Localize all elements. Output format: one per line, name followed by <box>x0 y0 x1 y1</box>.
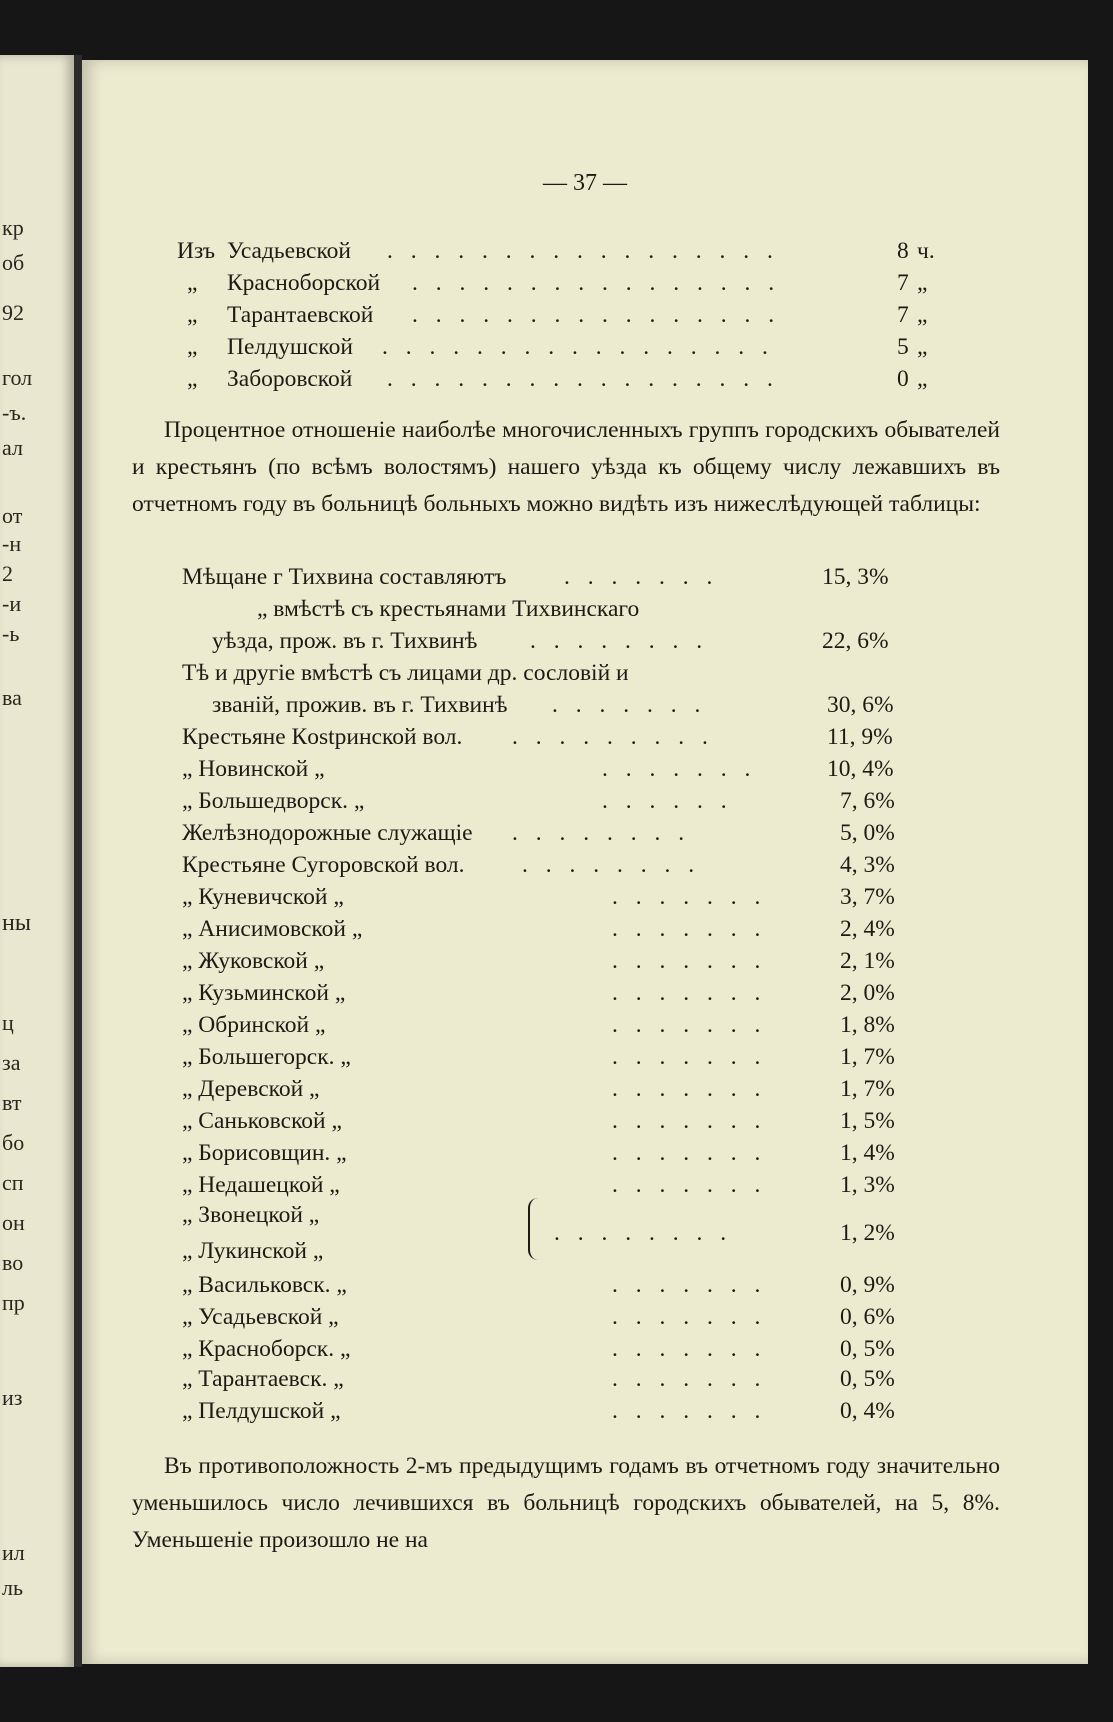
list-item-name: Заборовской <box>227 366 353 392</box>
list-item-prefix: „ <box>187 334 198 360</box>
table-row-label: „ Жуковской „ <box>182 948 325 974</box>
table-row-value: 1, 8% <box>840 1012 895 1038</box>
left-fragment: от <box>2 503 23 528</box>
paragraph <box>132 412 1000 523</box>
table-row-value: 15, 3% <box>822 564 889 590</box>
left-fragment: -и <box>2 591 22 616</box>
table-row-label: „ Обринской „ <box>182 1012 326 1038</box>
list-item-prefix: „ <box>187 270 198 296</box>
table-row-label: „ Куневичской „ <box>182 884 344 910</box>
left-fragment: бо <box>2 1130 25 1155</box>
list-item-unit: ч. <box>917 238 935 264</box>
left-fragment: -ъ. <box>2 400 27 425</box>
table-row-value: 0, 5% <box>840 1366 895 1392</box>
table-row-value: 10, 4% <box>827 756 894 782</box>
list-item-prefix: „ <box>187 302 198 328</box>
list-item: „ Пелдушской . . . . . . . . . . . . . . . . . 5 „ <box>187 334 928 360</box>
table-row-value: 30, 6% <box>827 692 894 718</box>
left-fragment: он <box>2 1210 25 1235</box>
left-fragment: -н <box>2 531 22 556</box>
table-row-label: „ Лукинской „ <box>182 1238 324 1264</box>
left-fragment: ал <box>2 435 23 460</box>
paragraph-text: Процентное отношеніе наиболѣе многочисленныхъ группъ городскихъ обывателей и крестьянъ (по всѣмъ волостямъ) нашего уѣзда къ общему числу лежавшихъ въ отчетномъ году въ больницѣ больныхъ можно видѣть изъ нижеслѣдующей таблицы: <box>132 417 1000 517</box>
left-fragment: ны <box>2 910 31 936</box>
left-fragment: ва <box>2 685 22 710</box>
table-row-value: 0, 6% <box>840 1304 895 1330</box>
left-fragment: пр <box>2 1290 25 1315</box>
left-fragment: 2 <box>2 561 13 586</box>
table-row-label: „ Усадьевской „ <box>182 1304 339 1330</box>
table-row-value: 0, 5% <box>840 1336 895 1362</box>
table-row-value: 2, 0% <box>840 980 895 1006</box>
table-row-label: „ Васильковск. „ <box>182 1272 347 1298</box>
table-row-value: 11, 9% <box>827 724 893 750</box>
table-row-value: 1, 2% <box>840 1220 895 1246</box>
grouping-brace <box>528 1198 542 1260</box>
table-row-value: 1, 4% <box>840 1140 895 1166</box>
table-row-label: „ Красноборск. „ <box>182 1336 351 1362</box>
table-row-label: „ Кузьминской „ <box>182 980 346 1006</box>
left-fragment: ль <box>2 1575 24 1600</box>
left-fragment: сп <box>2 1170 24 1195</box>
left-fragment: ил <box>2 1540 25 1565</box>
table-row-label: „ Саньковской „ <box>182 1108 342 1134</box>
table-row-label: „ Тарантаевск. „ <box>182 1366 344 1392</box>
table-row-label: Тѣ и другіе вмѣстѣ съ лицами др. сословій и <box>182 660 629 686</box>
list-item: „ Заборовской . . . . . . . . . . . . . . . . . 0 „ <box>187 366 928 392</box>
list-item-value: 7 <box>897 270 909 296</box>
list-item-name: Красноборской <box>227 270 381 296</box>
list-item-name: Усадьевской <box>227 238 352 264</box>
left-fragment: 92 <box>2 300 24 325</box>
table-row-value: 2, 1% <box>840 948 895 974</box>
left-fragment: кр <box>2 215 24 240</box>
left-fragment: -ь <box>2 621 20 646</box>
left-fragment: ц <box>2 1010 14 1035</box>
list-item: Изъ Усадьевской . . . . . . . . . . . . . . . . . 8 ч. <box>177 238 935 264</box>
table-row-label: Крестьяне Кostринской вол. <box>182 724 463 750</box>
left-page-edge <box>0 55 74 1667</box>
table-row-label: Крестьяне Сугоровской вол. <box>182 852 465 878</box>
left-fragment: за <box>2 1050 21 1075</box>
list-item-name: Пелдушской <box>227 334 353 360</box>
left-fragment: вт <box>2 1090 22 1115</box>
table-row-label: „ Пелдушской „ <box>182 1398 341 1424</box>
table-row-label: „ Деревской „ <box>182 1076 320 1102</box>
table-row-label: уѣзда, прож. въ г. Тихвинѣ <box>212 628 478 654</box>
table-row-value: 1, 7% <box>840 1076 895 1102</box>
list-item-value: 7 <box>897 302 909 328</box>
table-row-value: 1, 3% <box>840 1172 895 1198</box>
list-item-unit: „ <box>917 334 928 360</box>
list-item-name: Тарантаевской <box>227 302 374 328</box>
table-row-value: 0, 4% <box>840 1398 895 1424</box>
paragraph-text: Въ противоположность 2-мъ предыдущимъ годамъ въ отчетномъ году значительно уменьшилось число лечившихся въ больницѣ городскихъ обывателей, на 5, 8%. Уменьшеніе произошло не на <box>132 1453 1000 1553</box>
list-item-value: 0 <box>897 366 909 392</box>
list-item: „ Тарантаевской . . . . . . . . . . . . . . . . 7 „ <box>187 302 928 328</box>
left-fragment: во <box>2 1250 24 1275</box>
table-row-value: 1, 7% <box>840 1044 895 1070</box>
table-row-label: „ Борисовщин. „ <box>182 1140 347 1166</box>
table-row-value: 0, 9% <box>840 1272 895 1298</box>
table-row-value: 4, 3% <box>840 852 895 878</box>
table-row-value: 1, 5% <box>840 1108 895 1134</box>
table-row-value: 22, 6% <box>822 628 889 654</box>
table-row-label: Мѣщане г Тихвина составляютъ <box>182 564 507 590</box>
left-fragment: об <box>2 250 25 275</box>
book-gutter <box>74 55 82 1667</box>
list-item-prefix: Изъ <box>177 238 216 264</box>
list-item-unit: „ <box>917 366 928 392</box>
table-row-label: „ Новинской „ <box>182 756 325 782</box>
table-row-label: „ Звонецкой „ <box>182 1202 320 1228</box>
left-fragment: гол <box>2 365 33 390</box>
table-row-value: 7, 6% <box>840 788 895 814</box>
list-item-prefix: „ <box>187 366 198 392</box>
table-row-label: „ Большегорск. „ <box>182 1044 351 1070</box>
table-row-label: Желѣзнодорожные служащіе <box>182 820 473 846</box>
left-fragment: из <box>2 1385 23 1410</box>
table-row-label: „ Недашецкой „ <box>182 1172 340 1198</box>
list-item-value: 5 <box>897 334 909 360</box>
paragraph <box>132 1448 1000 1559</box>
table-row-value: 5, 0% <box>840 820 895 846</box>
page-number: — 37 — <box>543 170 627 196</box>
table-row-label: „ Анисимовской „ <box>182 916 363 942</box>
book-page: — 37 — Изъ Усадьевской . . . . . . . . . . . . . . . . . 8 ч. „ Красноборской . . . . . . . . . . . . . . . . 7 „ „ Тарантаевской . . . . . . . . . . . . . . . . 7 „ „ Пелдушской . . . . . . . . . . . . . . . . . 5 „ „ Заборовской . . . . . . . . . . . . . . . . . 0 „ Процентное отношеніе наиболѣе многочисленныхъ группъ городскихъ обывателей и крестьянъ (по всѣмъ волостямъ) нашего уѣзда къ общему числу лежавшихъ въ отчетномъ году въ больницѣ больныхъ можно видѣть изъ нижеслѣдующей таблицы: Мѣщане г Тихвина составляютъ . . . . . . . 15, 3% „ вмѣстѣ съ крестьянами Тихвинскаго уѣзда, прож. въ г. Тихвинѣ . . . . . . . . 22, 6% Тѣ и другіе вмѣстѣ съ лицами др. сословій и званій, прожив. въ г. Тихвинѣ . . . . . . . 30, 6% Крестьяне Кostринской вол. . . . . . . . . . 11, 9% „ Новинской „ . . . . . . . 10, 4% „ Большедворск. „ . . . . . . 7, 6% Желѣзнодорожные служащіе . . . . . . . . 5, 0% Крестьяне Сугоровской вол. . . . . . . . . 4, 3% „ Куневичской „ . . . . . . . 3, 7% „ Анисимовской „ . . . . . . . 2, 4% „ Жуковской „ . . . . . . . 2, 1% „ Кузьминской „ . . . . . . . 2, 0% „ Обринской „ . . . . . . . 1, 8% „ Большегорск. „ . . . . . . . 1, 7% „ Деревской „ . . . . . . . 1, 7% „ Саньковской „ . . . . . . . 1, 5% „ Борисовщин. „ . . . . . . . 1, 4% „ Недашецкой „ . . . . . . . 1, 3% „ Звонецкой „ „ Лукинской „ . . . . . . . . 1, 2% „ Васильковск. „ . . . . . . . 0, 9% „ Усадьевской „ . . . . . . . 0, 6% „ Красноборск. „ . . . . . . . 0, 5% „ Тарантаевск. „ . . . . . . . 0, 5% „ Пелдушской „ . . . . . . . 0, 4% Въ противоположность 2-мъ предыдущимъ годамъ въ отчетномъ году значительно уменьшилось число лечившихся въ больницѣ городскихъ обывателей, на 5, 8%. Уменьшеніе произошло не на <box>82 60 1088 1664</box>
list-item-unit: „ <box>917 302 928 328</box>
table-row-value: 3, 7% <box>840 884 895 910</box>
list-item-value: 8 <box>897 238 909 264</box>
list-item: „ Красноборской . . . . . . . . . . . . . . . . 7 „ <box>187 270 928 296</box>
list-item-unit: „ <box>917 270 928 296</box>
table-row-label: „ вмѣстѣ съ крестьянами Тихвинскаго <box>257 596 640 622</box>
table-row-value: 2, 4% <box>840 916 895 942</box>
table-row-label: званій, прожив. въ г. Тихвинѣ <box>212 692 508 718</box>
table-row-label: „ Большедворск. „ <box>182 788 365 814</box>
